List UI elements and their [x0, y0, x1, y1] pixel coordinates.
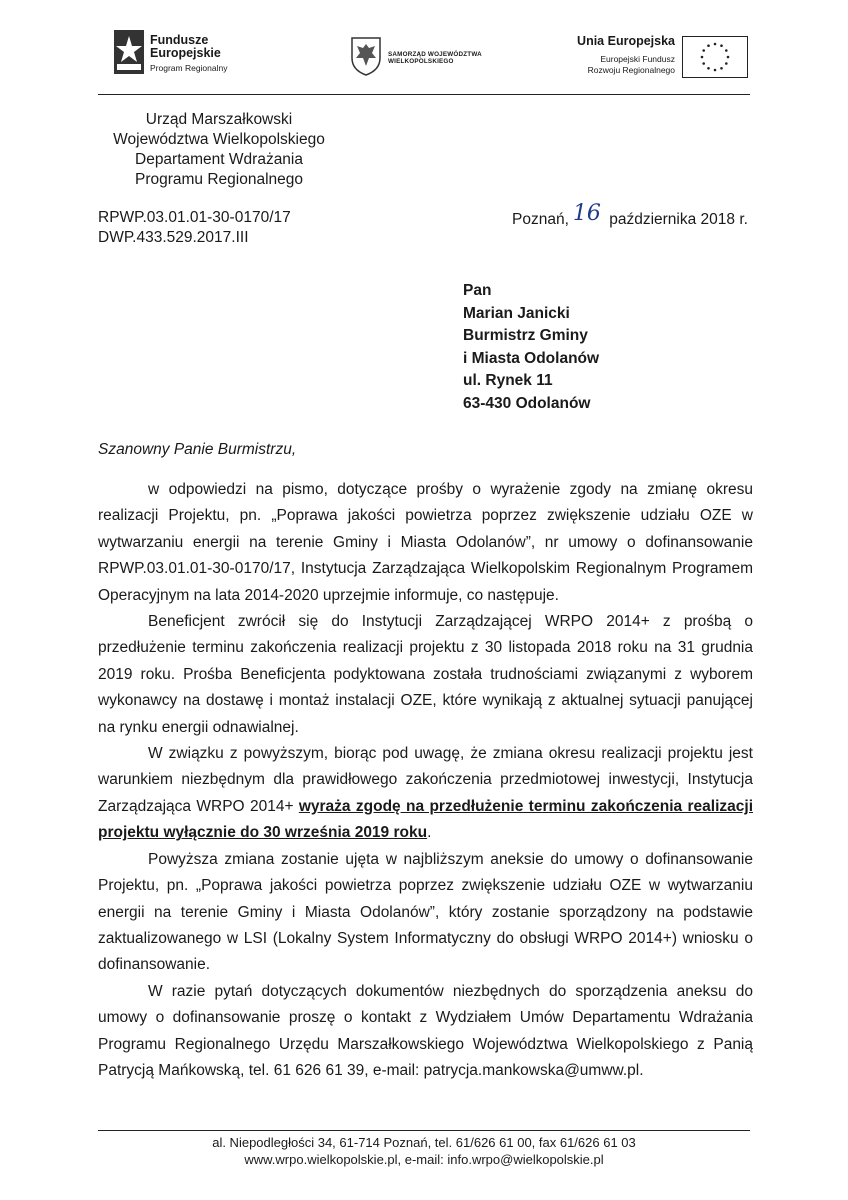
footer: [98, 1134, 750, 1168]
sender-block: [99, 110, 339, 190]
addressee-line: Burmistrz Gminy: [463, 327, 588, 344]
footer-address: al. Niepodległości 34, 61-714 Poznań, tel. 61/626 61 00, fax 61/626 61 03: [212, 1135, 636, 1150]
body-paragraph: W razie pytań dotyczących dokumentów niezbędnych do sporządzenia aneksu do umowy o dofinansowanie proszę o kontakt z Wydziałem Umów Departamentu Wdrażania Programu Regionalnego Urzędu Marszałkowskiego Województwa Wielkopolskiego z Panią Patrycją Mańkowską, tel. 61 626 61 39, e-mail: patrycja.mankowska@umww.pl.: [98, 982, 753, 1079]
body-paragraph: [98, 741, 753, 847]
addressee-line: Marian Janicki: [463, 304, 570, 322]
letterhead: [98, 28, 750, 94]
funds-logo-line1: Fundusze: [150, 33, 209, 47]
consent-highlight: wyraża zgodę na przedłużenie terminu zakończenia realizacji projektu wyłącznie do 30 września 2019 roku: [98, 797, 754, 842]
addressee-line: 63-430 Odolanów: [463, 394, 591, 412]
body-paragraph: w odpowiedzi na pismo, dotyczące prośby o wyrażenie zgody na zmianę okresu realizacji Projektu, pn. „Poprawa jakości powietrza poprzez zwiększenie udziału OZE w wytwarzaniu energii na terenie Gminy i Miasta Odolanów”, nr umowy o dofinansowanie RPWP.03.01.01-30-0170/17, Instytucja Zarządzająca Wielkopolskim Regionalnym Programem Operacyjnym na lata 2014-2020 uprzejmie informuje, co następuje.: [98, 481, 753, 604]
sender-line: Województwa Wielkopolskiego: [113, 131, 325, 148]
funds-logo-line3: Program Regionalny: [150, 63, 228, 73]
body-paragraph: Beneficjent zwrócił się do Instytucji Zarządzającej WRPO 2014+ z prośbą o przedłużenie terminu zakończenia realizacji projektu z 30 listopada 2018 roku na 31 grudnia 2019 roku. Prośba Beneficjenta podyktowana została trudnościami związanymi z wyborem wykonawcy na dostawę i montaż instalacji OZE, które wynikają z aktualnej sytuacji panującej na rynku energii odnawialnej.: [98, 613, 753, 736]
funds-logo: [114, 30, 254, 80]
reference-numbers: [98, 208, 291, 248]
addressee-block: [463, 280, 599, 415]
letter-date: [512, 201, 748, 230]
footer-divider: [98, 1130, 750, 1131]
body-text: .: [427, 824, 432, 842]
header-divider: [98, 94, 750, 95]
eu-logo-line2: Europejski Fundusz: [600, 54, 675, 64]
eagle-coat-of-arms-icon: [350, 36, 382, 76]
body-paragraph: Powyższa zmiana zostanie ujęta w najbliższym aneksie do umowy o dofinansowanie Projektu, pn. „Poprawa jakości powietrza poprzez zwiększenie udziału OZE w wytwarzaniu energii na terenie Gminy i Miasta Odolanów”, który zostanie sporządzony na podstawie zaktualizowanego w LSI (Lokalny System Informatyczny do obsługi WRPO 2014+) wniosku o dofinansowanie.: [98, 850, 753, 974]
addressee-line: i Miasta Odolanów: [463, 349, 600, 367]
eu-logo-line3: Rozwoju Regionalnego: [587, 65, 675, 75]
region-logo-line2: WIELKOPOLSKIEGO: [388, 58, 454, 65]
sender-line: Departament Wdrażania: [135, 151, 303, 168]
eu-logo: [548, 32, 748, 82]
addressee-line: ul. Rynek 11: [463, 372, 553, 389]
reference-number: RPWP.03.01.01-30-0170/17: [98, 209, 291, 226]
region-logo-line1: SAMORZĄD WOJEWÓDZTWA: [388, 51, 482, 58]
sender-line: Programu Regionalnego: [134, 171, 304, 188]
addressee-line: Pan: [463, 282, 492, 299]
sender-line: Urząd Marszałkowski: [145, 111, 293, 128]
funds-star-logo-icon: [114, 30, 144, 74]
body-text: W związku z powyższym, biorąc pod uwagę, że zmiana okresu realizacji projektu jest warunkiem niezbędnym dla prawidłowego zakończenia przedmiotowej inwestycji, Instytucja Zarządzająca WRPO 2014+: [98, 745, 753, 815]
footer-contact: www.wrpo.wielkopolskie.pl, e-mail: info.wrpo@wielkopolskie.pl: [244, 1152, 604, 1167]
eu-stars-flag-icon: [682, 36, 748, 78]
region-government-logo: [350, 36, 500, 78]
salutation: Szanowny Panie Burmistrzu,: [98, 441, 297, 458]
date-month-year: października 2018 r.: [609, 211, 748, 228]
case-number: DWP.433.529.2017.III: [98, 229, 249, 246]
eu-logo-line1: Unia Europejska: [577, 34, 675, 48]
letter-body: [98, 477, 753, 1084]
date-day-handwritten: 16: [572, 201, 601, 226]
funds-logo-line2: Europejskie: [150, 46, 221, 60]
date-place: Poznań,: [512, 211, 569, 228]
